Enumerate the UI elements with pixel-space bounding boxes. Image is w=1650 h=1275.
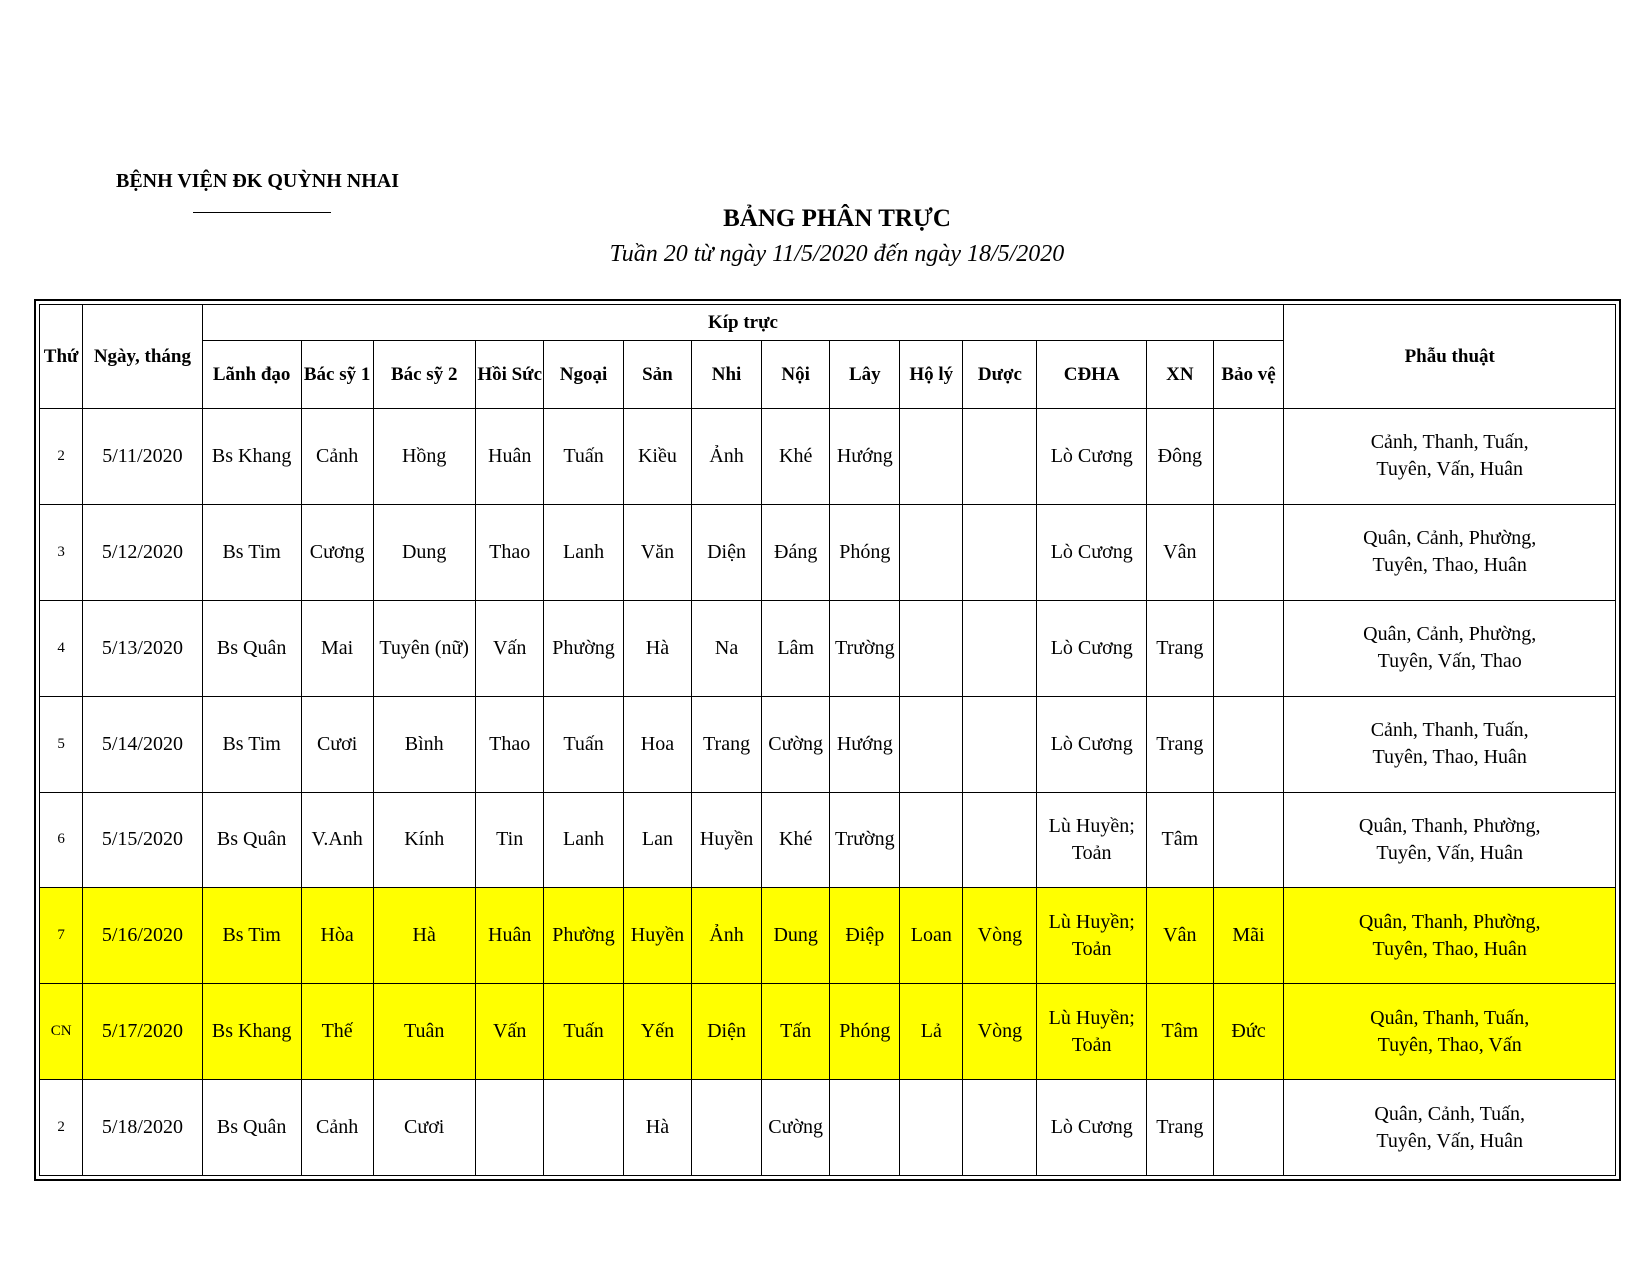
surgery-line: Tuyên, Vấn, Huân xyxy=(1376,841,1524,864)
cell-san: Hà xyxy=(623,1080,692,1176)
cell-xn: Trang xyxy=(1147,696,1213,792)
surgery-line: Quân, Thanh, Tuấn, xyxy=(1370,1006,1530,1029)
header-lanh-dao: Lãnh đạo xyxy=(202,341,301,409)
cell-ho-ly xyxy=(900,409,963,505)
cell-bao-ve xyxy=(1213,1080,1284,1176)
header-ho-ly: Hộ lý xyxy=(900,341,963,409)
cell-bac-sy-2: Cươi xyxy=(373,1080,475,1176)
cell-bao-ve xyxy=(1213,409,1284,505)
cell-nhi: Na xyxy=(692,600,762,696)
table-row xyxy=(40,600,1616,696)
cell-day: 6 xyxy=(40,792,83,888)
cell-day: 3 xyxy=(40,504,83,600)
cell-day: 5 xyxy=(40,696,83,792)
cell-nhi: Huyền xyxy=(692,792,762,888)
header-cdha: CĐHA xyxy=(1037,341,1147,409)
cell-nhi: Trang xyxy=(692,696,762,792)
cell-cdha: Lò Cương xyxy=(1037,409,1147,505)
header-day: Thứ xyxy=(40,305,83,409)
surgery-line: Quân, Cảnh, Phường, xyxy=(1363,623,1537,646)
cell-day: 2 xyxy=(40,409,83,505)
cell-xn: Tâm xyxy=(1147,984,1213,1080)
page-title: BẢNG PHÂN TRỰC xyxy=(723,205,951,232)
cell-nhi xyxy=(692,1080,762,1176)
cell-ho-ly: Loan xyxy=(900,888,963,984)
cell-lay: Điệp xyxy=(830,888,900,984)
header-surgery: Phẫu thuật xyxy=(1284,305,1616,409)
header-date: Ngày, tháng xyxy=(83,305,202,409)
cell-surgery xyxy=(1284,888,1616,984)
cell-date: 5/18/2020 xyxy=(83,1080,202,1176)
cell-nhi: Diện xyxy=(692,504,762,600)
cell-duoc xyxy=(963,792,1037,888)
cell-lanh-dao: Bs Quân xyxy=(202,1080,301,1176)
cell-hoi-suc: Huân xyxy=(475,888,544,984)
cell-san: Yến xyxy=(623,984,692,1080)
cell-xn: Vân xyxy=(1147,888,1213,984)
cell-lanh-dao: Bs Tim xyxy=(202,888,301,984)
surgery-line: Tuyên, Thao, Vấn xyxy=(1377,1033,1522,1056)
cell-ngoai: Phường xyxy=(544,600,623,696)
surgery-line: Tuyên, Thao, Huân xyxy=(1372,937,1527,960)
cell-cdha: Lù Huyền; Toản xyxy=(1037,888,1147,984)
cell-ho-ly xyxy=(900,792,963,888)
table-row xyxy=(40,409,1616,505)
cell-bac-sy-2: Bình xyxy=(373,696,475,792)
cell-ngoai xyxy=(544,1080,623,1176)
header-ngoai: Ngoại xyxy=(544,341,623,409)
schedule-table-frame xyxy=(34,299,1621,1181)
cell-bao-ve: Đức xyxy=(1213,984,1284,1080)
cell-bac-sy-1: Cảnh xyxy=(301,1080,373,1176)
cell-hoi-suc xyxy=(475,1080,544,1176)
cell-lay: Phóng xyxy=(830,504,900,600)
surgery-line: Tuyên, Vấn, Huân xyxy=(1376,458,1524,481)
cell-duoc: Vòng xyxy=(963,888,1037,984)
cell-cdha: Lù Huyền; Toản xyxy=(1037,792,1147,888)
cell-lanh-dao: Bs Tim xyxy=(202,504,301,600)
cell-duoc: Vòng xyxy=(963,984,1037,1080)
cell-san: Hoa xyxy=(623,696,692,792)
surgery-line: Quân, Cảnh, Phường, xyxy=(1363,527,1537,550)
cell-duoc xyxy=(963,696,1037,792)
cell-nhi: Ảnh xyxy=(692,888,762,984)
cell-bac-sy-1: Mai xyxy=(301,600,373,696)
table-row xyxy=(40,1080,1616,1176)
cell-lanh-dao: Bs Quân xyxy=(202,792,301,888)
cell-hoi-suc: Tin xyxy=(475,792,544,888)
cell-duoc xyxy=(963,600,1037,696)
cell-xn: Trang xyxy=(1147,1080,1213,1176)
hospital-name: BỆNH VIỆN ĐK QUỲNH NHAI xyxy=(116,170,399,192)
header-bao-ve: Bảo vệ xyxy=(1213,341,1284,409)
cell-surgery xyxy=(1284,792,1616,888)
cell-cdha: Lò Cương xyxy=(1037,696,1147,792)
table-row xyxy=(40,888,1616,984)
cell-surgery xyxy=(1284,696,1616,792)
header-san: Sản xyxy=(623,341,692,409)
cell-bac-sy-2: Kính xyxy=(373,792,475,888)
cell-nhi: Ảnh xyxy=(692,409,762,505)
cell-day: 4 xyxy=(40,600,83,696)
table-row xyxy=(40,792,1616,888)
cell-bac-sy-2: Tuyên (nữ) xyxy=(373,600,475,696)
surgery-line: Quân, Cảnh, Tuấn, xyxy=(1374,1102,1525,1125)
cell-ngoai: Tuấn xyxy=(544,696,623,792)
cell-lanh-dao: Bs Quân xyxy=(202,600,301,696)
cell-lay xyxy=(830,1080,900,1176)
surgery-line: Cảnh, Thanh, Tuấn, xyxy=(1370,431,1529,454)
cell-date: 5/11/2020 xyxy=(83,409,202,505)
cell-xn: Đông xyxy=(1147,409,1213,505)
header-bac-sy-1: Bác sỹ 1 xyxy=(301,341,373,409)
header-duoc: Dược xyxy=(963,341,1037,409)
cell-lay: Trường xyxy=(830,600,900,696)
header-lay: Lây xyxy=(830,341,900,409)
cell-surgery xyxy=(1284,600,1616,696)
cell-duoc xyxy=(963,504,1037,600)
cell-ngoai: Tuấn xyxy=(544,984,623,1080)
cell-lanh-dao: Bs Khang xyxy=(202,984,301,1080)
cell-ngoai: Lanh xyxy=(544,792,623,888)
cell-bac-sy-1: V.Anh xyxy=(301,792,373,888)
cell-bao-ve: Mãi xyxy=(1213,888,1284,984)
duty-schedule-table xyxy=(39,304,1616,1176)
cell-bac-sy-1: Cươi xyxy=(301,696,373,792)
cell-xn: Tâm xyxy=(1147,792,1213,888)
cell-date: 5/16/2020 xyxy=(83,888,202,984)
cell-duoc xyxy=(963,409,1037,505)
header-hoi-suc: Hồi Sức xyxy=(475,341,544,409)
cell-bao-ve xyxy=(1213,504,1284,600)
cell-bac-sy-2: Dung xyxy=(373,504,475,600)
cell-noi: Khé xyxy=(761,792,830,888)
cell-ho-ly xyxy=(900,1080,963,1176)
cell-surgery xyxy=(1284,504,1616,600)
cell-ho-ly xyxy=(900,504,963,600)
cell-lanh-dao: Bs Tim xyxy=(202,696,301,792)
cell-date: 5/13/2020 xyxy=(83,600,202,696)
cell-date: 5/17/2020 xyxy=(83,984,202,1080)
surgery-line: Tuyên, Vấn, Thao xyxy=(1377,650,1522,673)
cell-date: 5/14/2020 xyxy=(83,696,202,792)
cell-bac-sy-2: Hà xyxy=(373,888,475,984)
cell-noi: Cường xyxy=(761,1080,830,1176)
cell-bac-sy-1: Thế xyxy=(301,984,373,1080)
cell-hoi-suc: Thao xyxy=(475,696,544,792)
cell-lay: Hướng xyxy=(830,409,900,505)
cell-day: CN xyxy=(40,984,83,1080)
cell-nhi: Diện xyxy=(692,984,762,1080)
surgery-line: Tuyên, Vấn, Huân xyxy=(1376,1129,1524,1152)
header-xn: XN xyxy=(1147,341,1213,409)
cell-bao-ve xyxy=(1213,792,1284,888)
cell-hoi-suc: Vấn xyxy=(475,600,544,696)
cell-noi: Dung xyxy=(761,888,830,984)
cell-cdha: Lò Cương xyxy=(1037,600,1147,696)
cell-cdha: Lò Cương xyxy=(1037,504,1147,600)
cell-lay: Phóng xyxy=(830,984,900,1080)
cell-bac-sy-1: Cương xyxy=(301,504,373,600)
cell-noi: Đáng xyxy=(761,504,830,600)
cell-bao-ve xyxy=(1213,600,1284,696)
surgery-line: Quân, Thanh, Phường, xyxy=(1358,910,1541,933)
cell-ngoai: Phường xyxy=(544,888,623,984)
cell-cdha: Lò Cương xyxy=(1037,1080,1147,1176)
cell-xn: Trang xyxy=(1147,600,1213,696)
cell-lay: Trường xyxy=(830,792,900,888)
cell-hoi-suc: Thao xyxy=(475,504,544,600)
header-nhi: Nhi xyxy=(692,341,762,409)
cell-ngoai: Tuấn xyxy=(544,409,623,505)
cell-bac-sy-1: Cảnh xyxy=(301,409,373,505)
cell-date: 5/12/2020 xyxy=(83,504,202,600)
cell-day: 7 xyxy=(40,888,83,984)
table-row xyxy=(40,984,1616,1080)
cell-hoi-suc: Vấn xyxy=(475,984,544,1080)
cell-ho-ly: Lả xyxy=(900,984,963,1080)
header-bac-sy-2: Bác sỹ 2 xyxy=(373,341,475,409)
cell-san: Kiều xyxy=(623,409,692,505)
cell-surgery xyxy=(1284,409,1616,505)
header-kip-truc: Kíp trực xyxy=(202,305,1284,341)
cell-noi: Tấn xyxy=(761,984,830,1080)
cell-san: Văn xyxy=(623,504,692,600)
cell-bac-sy-1: Hòa xyxy=(301,888,373,984)
cell-bac-sy-2: Tuân xyxy=(373,984,475,1080)
cell-cdha: Lù Huyền; Toản xyxy=(1037,984,1147,1080)
page-subtitle: Tuần 20 từ ngày 11/5/2020 đến ngày 18/5/2020 xyxy=(609,241,1065,267)
header-noi: Nội xyxy=(761,341,830,409)
surgery-line: Tuyên, Thao, Huân xyxy=(1372,554,1527,577)
cell-hoi-suc: Huân xyxy=(475,409,544,505)
cell-duoc xyxy=(963,1080,1037,1176)
cell-date: 5/15/2020 xyxy=(83,792,202,888)
cell-surgery xyxy=(1284,1080,1616,1176)
surgery-line: Quân, Thanh, Phường, xyxy=(1358,814,1541,837)
cell-san: Lan xyxy=(623,792,692,888)
cell-lay: Hướng xyxy=(830,696,900,792)
cell-ngoai: Lanh xyxy=(544,504,623,600)
cell-noi: Khé xyxy=(761,409,830,505)
cell-noi: Cường xyxy=(761,696,830,792)
cell-day: 2 xyxy=(40,1080,83,1176)
surgery-line: Tuyên, Thao, Huân xyxy=(1372,746,1527,769)
cell-bac-sy-2: Hồng xyxy=(373,409,475,505)
cell-lanh-dao: Bs Khang xyxy=(202,409,301,505)
cell-surgery xyxy=(1284,984,1616,1080)
cell-noi: Lâm xyxy=(761,600,830,696)
table-row xyxy=(40,696,1616,792)
cell-san: Hà xyxy=(623,600,692,696)
surgery-line: Cảnh, Thanh, Tuấn, xyxy=(1370,719,1529,742)
cell-ho-ly xyxy=(900,600,963,696)
cell-bao-ve xyxy=(1213,696,1284,792)
cell-san: Huyền xyxy=(623,888,692,984)
table-row xyxy=(40,504,1616,600)
cell-xn: Vân xyxy=(1147,504,1213,600)
cell-ho-ly xyxy=(900,696,963,792)
